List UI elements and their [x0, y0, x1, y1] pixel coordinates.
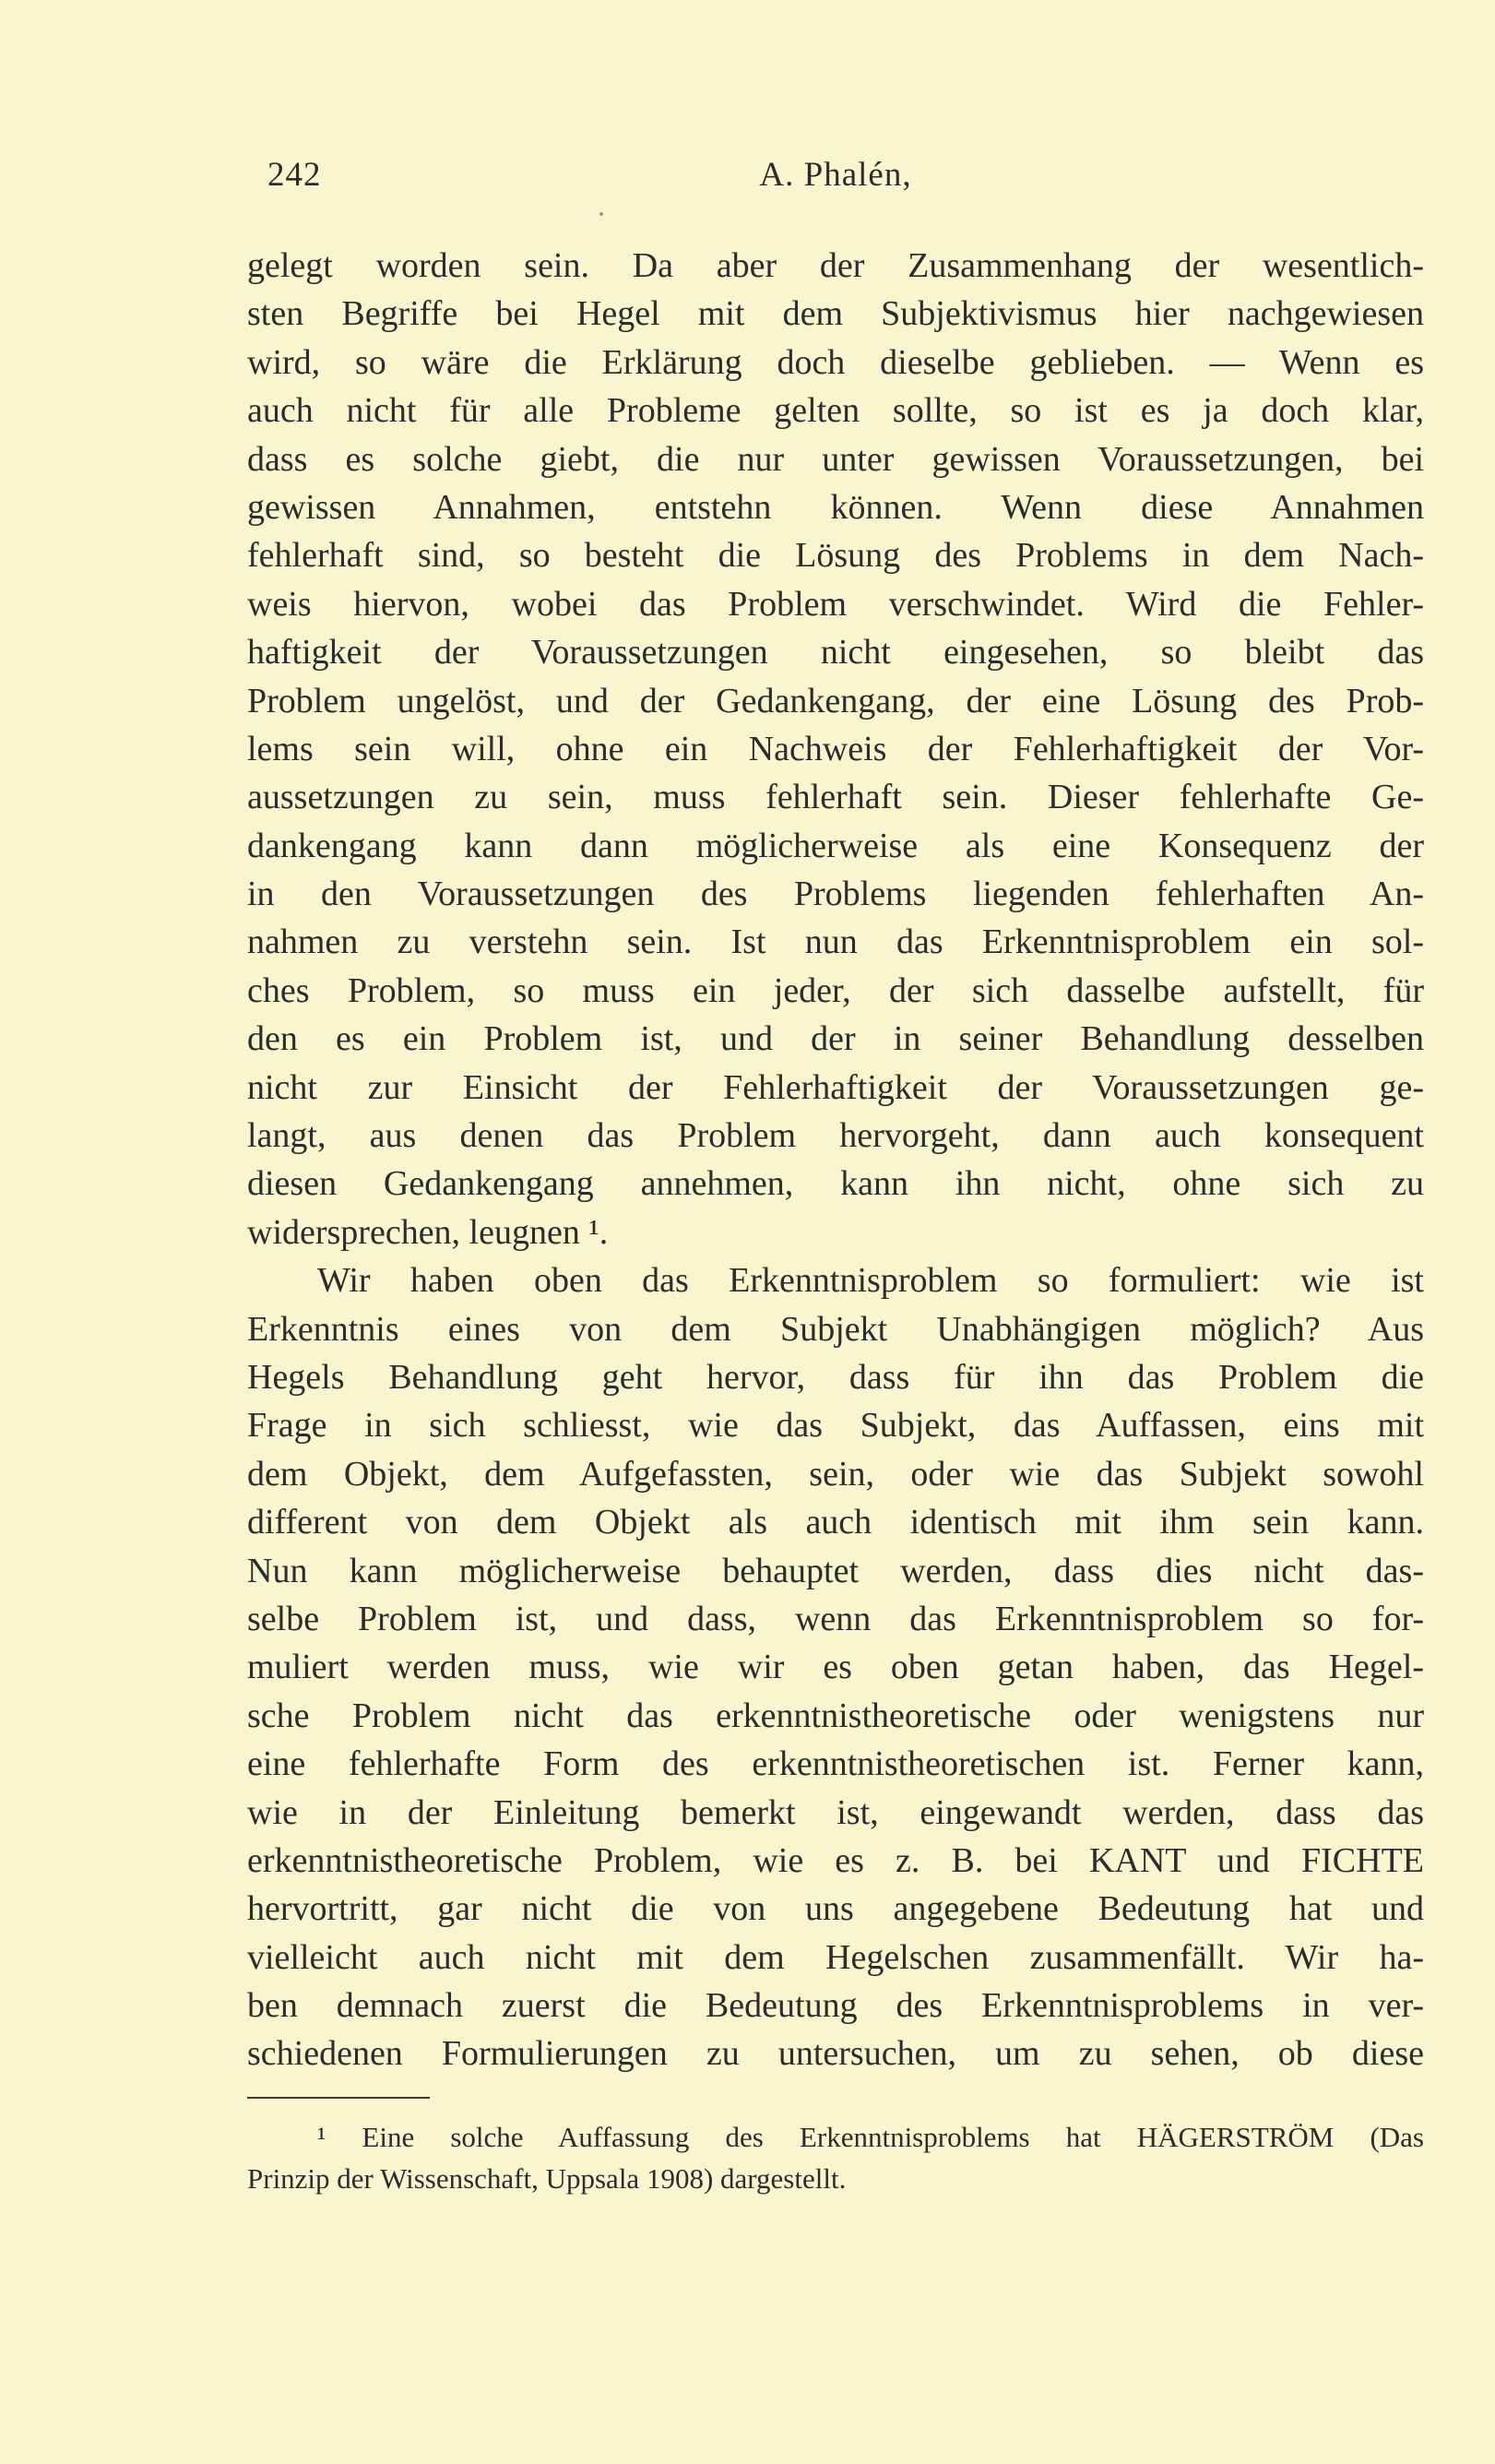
body-line: ben demnach zuerst die Bedeutung des Erkenntnisproblems in ver- [247, 1986, 1424, 2026]
body-line: widersprechen, leugnen ¹. [247, 1212, 609, 1252]
body-line: schiedenen Formulierungen zu untersuchen, um zu sehen, ob diese [247, 2034, 1424, 2074]
body-line: fehlerhaft sind, so besteht die Lösung des Problems in dem Nach- [247, 536, 1424, 576]
body-line: Hegels Behandlung geht hervor, dass für ihn das Problem die [247, 1357, 1424, 1397]
body-line: langt, aus denen das Problem hervorgeht, dann auch konsequent [247, 1116, 1424, 1156]
body-line: gelegt worden sein. Da aber der Zusammenhang der wesentlich- [247, 246, 1424, 285]
body-line: wie in der Einleitung bemerkt ist, eingewandt werden, dass das [247, 1792, 1424, 1832]
body-line: eine fehlerhafte Form des erkenntnistheoretischen ist. Ferner kann, [247, 1744, 1424, 1784]
body-line: different von dem Objekt als auch identisch mit ihm sein kann. [247, 1503, 1424, 1542]
body-line: hervortritt, gar nicht die von uns angegebene Bedeutung hat und [247, 1889, 1424, 1929]
footnote-rule [247, 2097, 430, 2099]
body-text [247, 242, 1424, 2078]
body-line: dem Objekt, dem Aufgefassten, sein, oder wie das Subjekt sowohl [247, 1454, 1424, 1494]
body-line: ches Problem, so muss ein jeder, der sich dasselbe aufstellt, für [247, 970, 1424, 1010]
body-line: Nun kann möglicherweise behauptet werden, dass dies nicht das- [247, 1551, 1424, 1590]
body-line: weis hiervon, wobei das Problem verschwindet. Wird die Fehler- [247, 584, 1424, 624]
body-line: erkenntnistheoretische Problem, wie es z. B. bei KANT und FICHTE [247, 1840, 1424, 1880]
body-line: nicht zur Einsicht der Fehlerhaftigkeit der Voraussetzungen ge- [247, 1067, 1424, 1107]
running-head: A. Phalén, [759, 156, 912, 194]
body-line: dass es solche giebt, die nur unter gewissen Voraussetzungen, bei [247, 439, 1424, 479]
body-line: diesen Gedankengang annehmen, kann ihn nicht, ohne sich zu [247, 1164, 1424, 1204]
body-line: Problem ungelöst, und der Gedankengang, der eine Lösung des Prob- [247, 681, 1424, 720]
body-line: Frage in sich schliesst, wie das Subjekt, das Auffassen, eins mit [247, 1406, 1424, 1446]
body-line: aussetzungen zu sein, muss fehlerhaft sein. Dieser fehlerhafte Ge- [247, 778, 1424, 817]
body-line: wird, so wäre die Erklärung doch dieselbe geblieben. — Wenn es [247, 342, 1424, 382]
body-line: lems sein will, ohne ein Nachweis der Fehlerhaftigkeit der Vor- [247, 729, 1424, 768]
page-header [247, 155, 1424, 210]
body-line: auch nicht für alle Probleme gelten sollte, so ist es ja doch klar, [247, 391, 1424, 431]
body-line: Erkenntnis eines von dem Subjekt Unabhängigen möglich? Aus [247, 1309, 1424, 1349]
body-line: nahmen zu verstehn sein. Ist nun das Erkenntnisproblem ein sol- [247, 923, 1424, 962]
body-line: sten Begriffe bei Hegel mit dem Subjektivismus hier nachgewiesen [247, 294, 1424, 334]
page-number: 242 [267, 156, 322, 194]
body-line: dankengang kann dann möglicherweise als eine Konsequenz der [247, 826, 1424, 865]
footnote-line: Prinzip der Wissenschaft, Uppsala 1908) dargestellt. [247, 2162, 847, 2195]
body-line: sche Problem nicht das erkenntnistheoretische oder wenigstens nur [247, 1696, 1424, 1735]
footnote [247, 2116, 1424, 2199]
body-line: muliert werden muss, wie wir es oben getan haben, das Hegel- [247, 1648, 1424, 1687]
footnote-line: ¹ Eine solche Auffassung des Erkenntnisproblems hat HÄGERSTRÖM (Das [317, 2121, 1424, 2153]
body-line: den es ein Problem ist, und der in seiner Behandlung desselben [247, 1019, 1424, 1059]
body-line: selbe Problem ist, und dass, wenn das Erkenntnisproblem so for- [247, 1599, 1424, 1638]
body-line: in den Voraussetzungen des Problems liegenden fehlerhaften An- [247, 875, 1424, 914]
body-line: haftigkeit der Voraussetzungen nicht eingesehen, so bleibt das [247, 633, 1424, 673]
body-line: gewissen Annahmen, entstehn können. Wenn diese Annahmen [247, 487, 1424, 527]
body-line: Wir haben oben das Erkenntnisproblem so formuliert: wie ist [317, 1261, 1424, 1301]
body-line: vielleicht auch nicht mit dem Hegelschen zusammenfällt. Wir ha- [247, 1937, 1424, 1977]
print-speck [599, 212, 603, 216]
